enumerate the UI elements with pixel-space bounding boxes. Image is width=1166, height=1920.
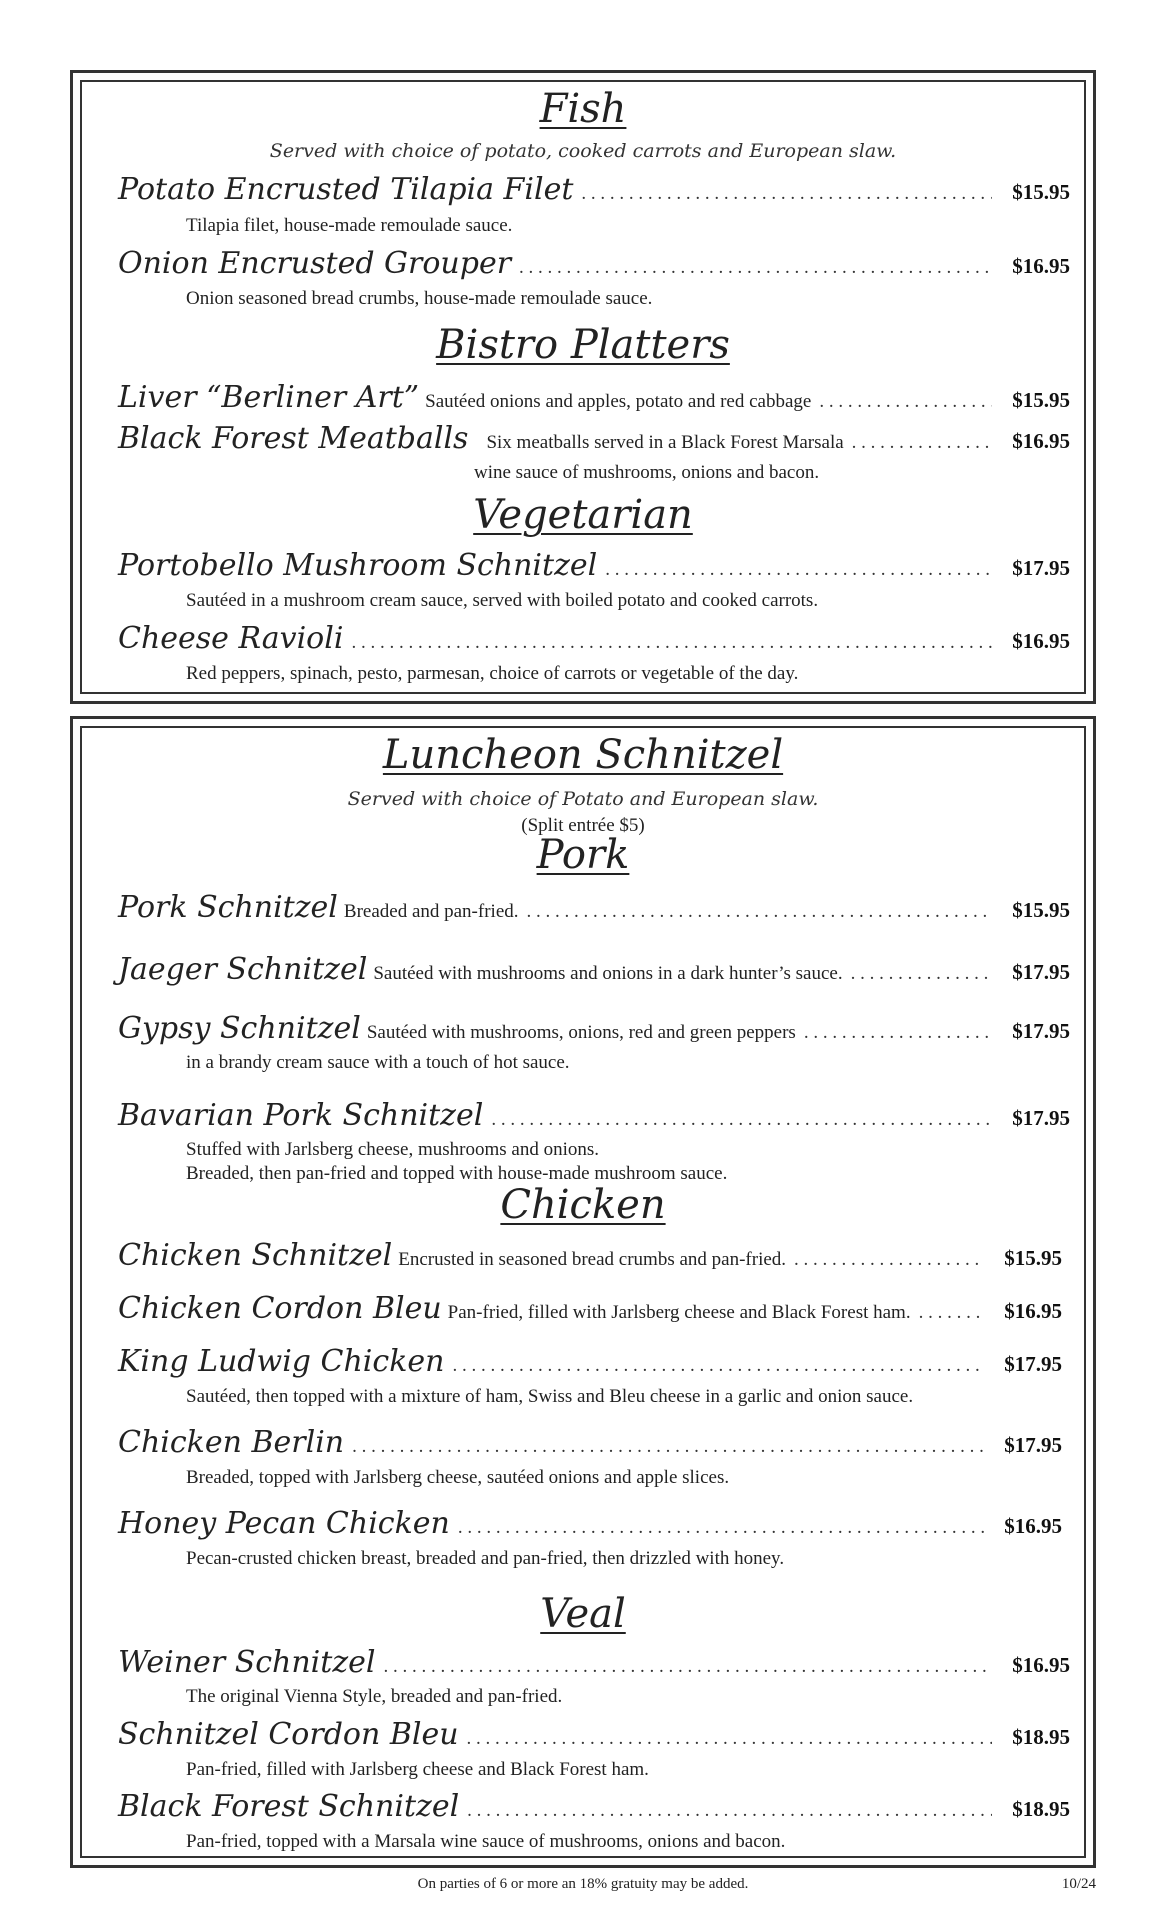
item-description: wine sauce of mushrooms, onions and bacon. [474, 462, 820, 483]
menu-item [118, 1011, 1070, 1051]
item-name: Weiner Schnitzel [118, 1645, 376, 1680]
item-description-line-2: Breaded, then pan-fried and topped with house-made mushroom sauce. [186, 1163, 728, 1184]
chicken-heading: Chicken [500, 1182, 666, 1228]
item-description: in a brandy cream sauce with a touch of hot sauce. [186, 1052, 570, 1073]
menu-item [118, 172, 1070, 212]
item-name: Black Forest Schnitzel [118, 1789, 460, 1824]
leader-dots [804, 1022, 992, 1044]
item-description: Breaded, topped with Jarlsberg cheese, sautéed onions and apple slices. [186, 1467, 730, 1488]
item-price: $15.95 [1012, 180, 1070, 204]
leader-dots [352, 1436, 984, 1458]
item-name: Black Forest Meatballs [118, 421, 469, 456]
item-description: Onion seasoned bread crumbs, house-made remoulade sauce. [186, 288, 653, 309]
item-description: The original Vienna Style, breaded and pan-fried. [186, 1686, 563, 1707]
leader-dots [467, 1728, 992, 1750]
item-inline-description: Sautéed with mushrooms and onions in a dark hunter’s sauce. [373, 963, 843, 984]
item-description: Sautéed in a mushroom cream sauce, served with boiled potato and cooked carrots. [186, 590, 819, 611]
item-description: Pan-fried, filled with Jarlsberg cheese and Black Forest ham. [186, 1759, 649, 1780]
fish-note: Served with choice of potato, cooked carrots and European slaw. [269, 140, 897, 162]
leader-dots [467, 1800, 992, 1822]
item-name: Jaeger Schnitzel [118, 952, 368, 987]
item-inline-description: Sautéed onions and apples, potato and red cabbage [425, 391, 812, 412]
leader-dots [919, 1302, 984, 1324]
menu-item [118, 1238, 1062, 1278]
split-entree-note: (Split entrée $5) [521, 815, 645, 836]
item-description: Red peppers, spinach, pesto, parmesan, choice of carrots or vegetable of the day. [186, 663, 799, 684]
item-name: Liver “Berliner Art” [118, 380, 420, 415]
menu-item [118, 1098, 1070, 1138]
item-description: Sautéed, then topped with a mixture of ham, Swiss and Bleu cheese in a garlic and onion sauce. [186, 1386, 914, 1407]
bistro-heading: Bistro Platters [436, 322, 730, 368]
item-name: Chicken Cordon Bleu [118, 1291, 442, 1326]
item-description: Pan-fried, topped with a Marsala wine sauce of mushrooms, onions and bacon. [186, 1831, 786, 1852]
item-name: Honey Pecan Chicken [118, 1506, 450, 1541]
item-price: $17.95 [1004, 1433, 1062, 1457]
item-name: Bavarian Pork Schnitzel [118, 1098, 484, 1133]
menu-item [118, 548, 1070, 588]
item-price: $18.95 [1012, 1797, 1070, 1821]
luncheon-heading: Luncheon Schnitzel [382, 732, 784, 778]
menu-item [118, 1344, 1062, 1384]
menu-item [118, 246, 1070, 286]
item-inline-description: Encrusted in seasoned bread crumbs and pan-fried. [398, 1249, 787, 1270]
menu-item [118, 1789, 1070, 1829]
item-description: Stuffed with Jarlsberg cheese, mushrooms and onions. [186, 1139, 600, 1160]
item-inline-description: Six meatballs served in a Black Forest Marsala [486, 432, 844, 453]
leader-dots [851, 963, 992, 985]
leader-dots [452, 1355, 984, 1377]
item-price: $17.95 [1012, 1106, 1070, 1130]
menu-item [118, 1425, 1062, 1465]
leader-dots [384, 1656, 993, 1678]
item-inline-description: Sautéed with mushrooms, onions, red and green peppers [366, 1022, 796, 1043]
item-price: $17.95 [1012, 960, 1070, 984]
leader-dots [605, 559, 992, 581]
item-price: $16.95 [1012, 1653, 1070, 1677]
item-inline-description: Breaded and pan-fried. [343, 901, 519, 922]
menu-item [118, 890, 1070, 930]
leader-dots [527, 901, 993, 923]
item-price: $15.95 [1004, 1246, 1062, 1270]
leader-dots [519, 257, 992, 279]
pork-heading: Pork [536, 832, 630, 878]
panel-inner-border [80, 80, 1086, 694]
item-price: $16.95 [1012, 429, 1070, 453]
item-name: Chicken Berlin [118, 1425, 345, 1460]
item-inline-description: Pan-fried, filled with Jarlsberg cheese and Black Forest ham. [447, 1302, 911, 1323]
veal-heading: Veal [540, 1591, 626, 1637]
vegetarian-heading: Vegetarian [473, 492, 693, 538]
fish-bistro-vegetarian-panel [70, 70, 1096, 704]
item-name: Gypsy Schnitzel [118, 1011, 361, 1046]
schnitzel-panel [70, 716, 1096, 1868]
revision-date: 10/24 [1061, 1876, 1096, 1892]
item-name: Pork Schnitzel [118, 890, 338, 925]
item-name: Chicken Schnitzel [118, 1238, 393, 1273]
leader-dots [852, 432, 992, 454]
leader-dots [819, 391, 992, 413]
item-price: $15.95 [1012, 898, 1070, 922]
fish-heading: Fish [539, 86, 627, 132]
item-price: $15.95 [1012, 388, 1070, 412]
item-price: $16.95 [1012, 254, 1070, 278]
luncheon-note: Served with choice of Potato and European slaw. [347, 788, 819, 810]
menu-item [118, 1645, 1070, 1685]
item-price: $16.95 [1004, 1514, 1062, 1538]
item-price: $18.95 [1012, 1725, 1070, 1749]
menu-item [118, 380, 1070, 420]
menu-item [118, 621, 1070, 661]
item-name: Potato Encrusted Tilapia Filet [118, 172, 574, 207]
menu-item [118, 1717, 1070, 1757]
item-name: Schnitzel Cordon Bleu [118, 1717, 459, 1752]
item-price: $17.95 [1012, 1019, 1070, 1043]
menu-item [118, 1506, 1062, 1546]
leader-dots [351, 632, 992, 654]
menu-item [118, 421, 1070, 461]
panel-inner-border [80, 726, 1086, 1858]
leader-dots [491, 1109, 992, 1131]
item-description: Tilapia filet, house-made remoulade sauce. [186, 215, 513, 236]
leader-dots [581, 183, 992, 205]
item-price: $17.95 [1012, 556, 1070, 580]
menu-item [118, 1291, 1062, 1331]
gratuity-note: On parties of 6 or more an 18% gratuity may be added. [417, 1876, 749, 1892]
item-price: $17.95 [1004, 1352, 1062, 1376]
item-name: Onion Encrusted Grouper [118, 246, 512, 281]
item-name: Cheese Ravioli [118, 621, 344, 656]
item-description: Pecan-crusted chicken breast, breaded and pan-fried, then drizzled with honey. [186, 1548, 785, 1569]
item-price: $16.95 [1004, 1299, 1062, 1323]
item-price: $16.95 [1012, 629, 1070, 653]
menu-item [118, 952, 1070, 992]
item-name: King Ludwig Chicken [118, 1344, 445, 1379]
item-name: Portobello Mushroom Schnitzel [118, 548, 598, 583]
leader-dots [794, 1249, 984, 1271]
leader-dots [458, 1517, 984, 1539]
